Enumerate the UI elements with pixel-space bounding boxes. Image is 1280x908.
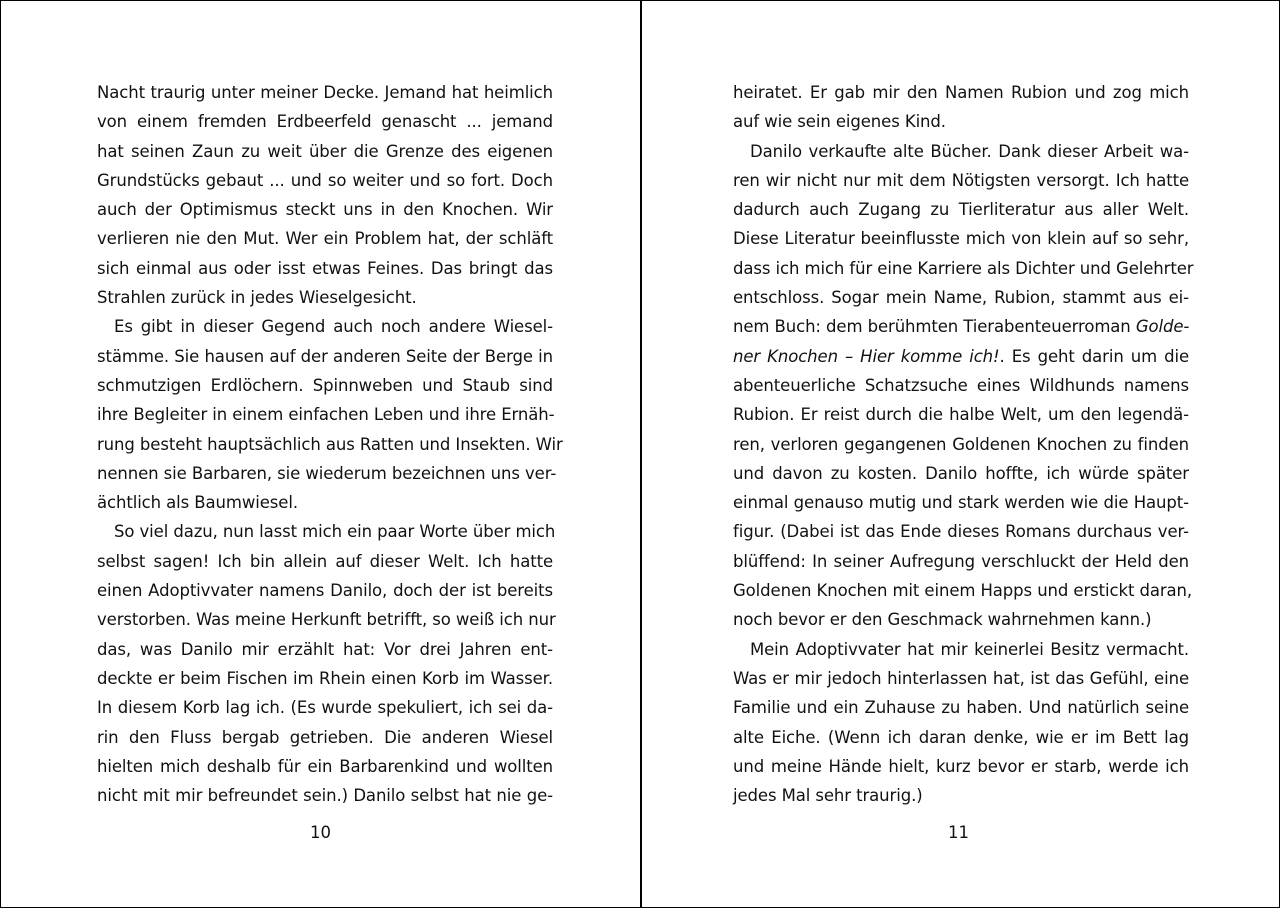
text-line: dass ich mich für eine Karriere als Dichter und Gelehrter <box>733 258 1194 278</box>
text-line: heiratet. Er gab mir den Namen Rubion und zog mich <box>733 83 1189 102</box>
text-line: figur. (Dabei ist das Ende dieses Romans durchaus ver- <box>733 522 1189 542</box>
text-line: ächtlich als Baumwiesel. <box>97 493 298 513</box>
book-title-italic: ner Knochen – Hier komme ich! <box>733 346 1000 366</box>
text-line: einmal genauso mutig und stark werden wie die Haupt- <box>733 493 1189 513</box>
text-line: deckte er beim Fischen im Rhein einen Korb im Wasser. <box>97 668 553 688</box>
text-line: verstorben. Was meine Herkunft betrifft, so weiß ich nur <box>97 610 556 630</box>
text-line: nicht mit mir befreundet sein.) Danilo selbst hat nie ge- <box>97 786 553 806</box>
text-line: Familie und ein Zuhause zu haben. Und natürlich seine <box>733 698 1189 718</box>
left-page-text <box>97 78 563 810</box>
text-line: einen Adoptivvater namens Danilo, doch der ist bereits <box>97 581 553 601</box>
text-line: In diesem Korb lag ich. (Es wurde spekuliert, ich sei da- <box>97 698 553 718</box>
text-line: Rubion. Er reist durch die halbe Welt, um den legendä- <box>733 405 1189 425</box>
text-line: und davon zu kosten. Danilo hoffte, ich würde später <box>733 463 1189 483</box>
right-page-text <box>733 78 1194 810</box>
text-line: noch bevor er den Geschmack wahrnehmen kann.) <box>733 610 1152 630</box>
book-title-italic: Golde- <box>1135 317 1190 337</box>
right-page <box>642 1 1280 908</box>
text-line <box>733 312 1189 341</box>
left-page <box>1 1 640 908</box>
text-line: Diese Literatur beeinflusste mich von klein auf so sehr, <box>733 229 1189 249</box>
text-line: selbst sagen! Ich bin allein auf dieser Welt. Ich hatte <box>97 551 553 571</box>
page-number: 11 <box>948 823 969 842</box>
text-line: hielten mich deshalb für ein Barbarenkind und wollten <box>97 756 553 776</box>
text-line: Grundstücks gebaut ... und so weiter und so fort. Doch <box>97 170 553 190</box>
text-line: rin den Fluss bergab getrieben. Die anderen Wiesel <box>97 727 553 747</box>
text-line: alte Eiche. (Wenn ich daran denke, wie er im Bett lag <box>733 727 1189 747</box>
text-line: Danilo verkaufte alte Bücher. Dank dieser Arbeit wa- <box>750 141 1189 161</box>
text-line: nennen sie Barbaren, sie wiederum bezeichnen uns ver- <box>97 463 557 483</box>
text-line: jedes Mal sehr traurig.) <box>733 786 923 806</box>
text-line: Mein Adoptivvater hat mir keinerlei Besitz vermacht. <box>750 639 1189 659</box>
text-line: rung besteht hauptsächlich aus Ratten und Insekten. Wir <box>97 434 563 454</box>
text-line: Es gibt in dieser Gegend auch noch andere Wiesel- <box>114 317 553 337</box>
text-line: und meine Hände hielt, kurz bevor er starb, werde ich <box>733 756 1189 776</box>
text-segment: . Es geht darin um die <box>999 346 1189 366</box>
text-line: ren, verloren gegangenen Goldenen Knochen zu finden <box>733 434 1189 454</box>
text-line: auf wie sein eigenes Kind. <box>733 112 946 132</box>
text-line <box>733 342 1189 371</box>
text-segment: nem Buch: dem berühmten Tierabenteuerroman <box>733 317 1131 337</box>
text-line: Nacht traurig unter meiner Decke. Jemand hat heimlich <box>97 83 553 102</box>
text-line: schmutzigen Erdlöchern. Spinnweben und Staub sind <box>97 375 553 395</box>
text-line: von einem fremden Erdbeerfeld genascht ... jemand <box>97 112 553 132</box>
text-line: stämme. Sie hausen auf der anderen Seite der Berge in <box>97 346 553 366</box>
text-line: verlieren nie den Mut. Wer ein Problem hat, der schläft <box>97 229 553 249</box>
text-line: Was er mir jedoch hinterlassen hat, ist das Gefühl, eine <box>733 668 1189 688</box>
text-line: ihre Begleiter in einem einfachen Leben und ihre Ernäh- <box>97 405 555 425</box>
text-line: dadurch auch Zugang zu Tierliteratur aus aller Welt. <box>733 200 1189 220</box>
text-line: ren wir nicht nur mit dem Nötigsten versorgt. Ich hatte <box>733 170 1189 190</box>
text-line: Goldenen Knochen mit einem Happs und erstickt daran, <box>733 581 1193 601</box>
page-number: 10 <box>310 823 331 842</box>
text-line: sich einmal aus oder isst etwas Feines. Das bringt das <box>97 258 553 278</box>
text-line: So viel dazu, nun lasst mich ein paar Worte über mich <box>114 522 556 542</box>
text-line: abenteuerliche Schatzsuche eines Wildhunds namens <box>733 375 1189 395</box>
text-line: hat seinen Zaun zu weit über die Grenze des eigenen <box>97 141 553 161</box>
text-line: das, was Danilo mir erzählt hat: Vor drei Jahren ent- <box>97 639 553 659</box>
text-line: auch der Optimismus steckt uns in den Knochen. Wir <box>97 200 553 220</box>
text-line: entschloss. Sogar mein Name, Rubion, stammt aus ei- <box>733 288 1189 308</box>
text-line: Strahlen zurück in jedes Wieselgesicht. <box>97 288 417 308</box>
text-line: blüffend: In seiner Aufregung verschluckt der Held den <box>733 551 1189 571</box>
